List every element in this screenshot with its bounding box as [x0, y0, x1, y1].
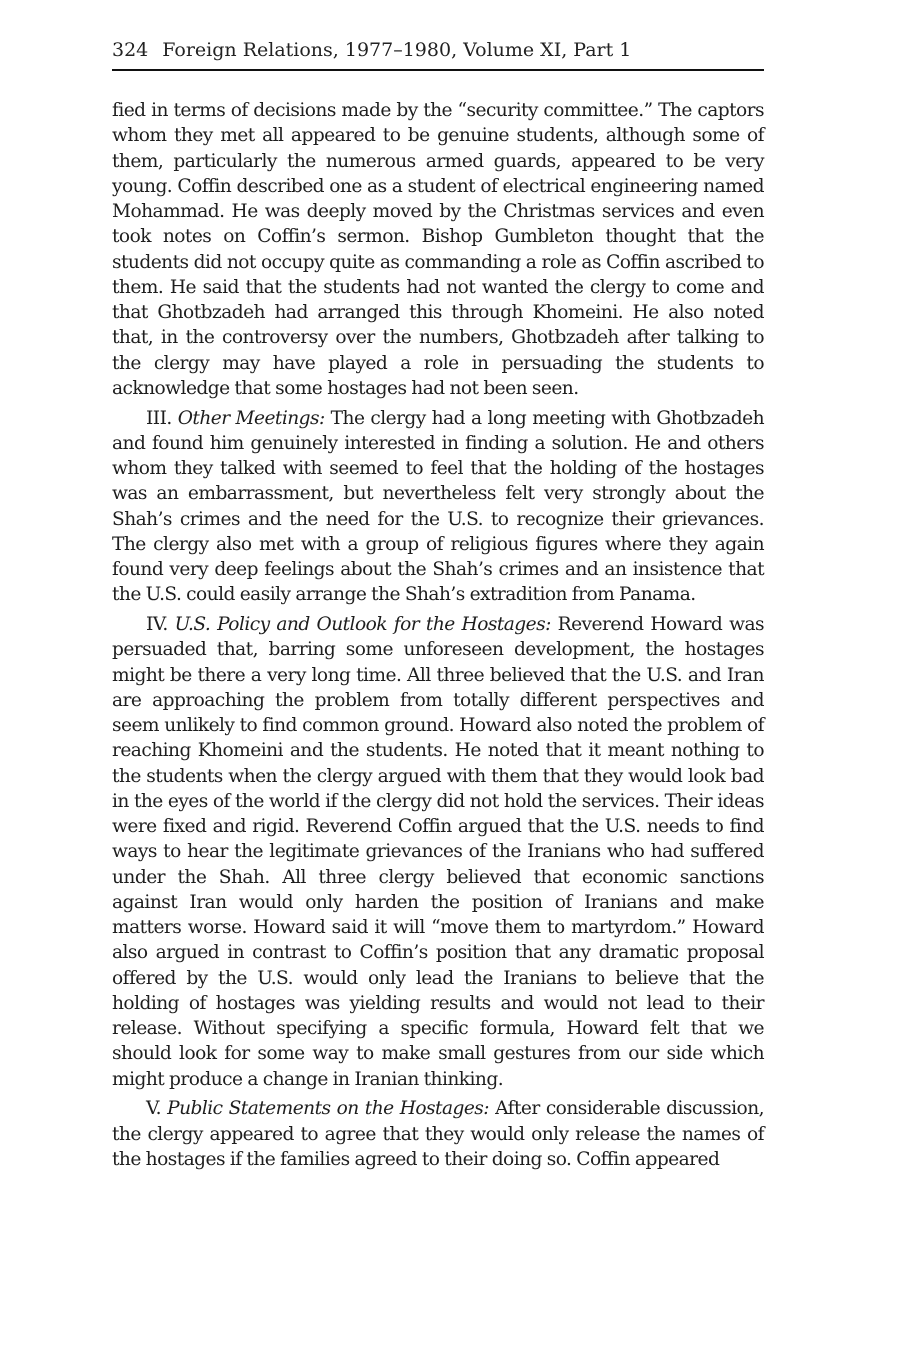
- section-numeral: III.: [146, 407, 178, 429]
- paragraph-other-meetings: [112, 406, 764, 608]
- section-heading: Other Meetings:: [177, 407, 325, 429]
- paragraph-continuation: [112, 98, 764, 401]
- paragraph-text: Reverend Howard was persuaded that, barring some unforeseen development, the hostages might be there a very long time. All three believed that the U.S. and Iran are approaching the problem from totally different perspectives and seem unlikely to find common ground. Howard also noted the problem of reaching Khomeini and the students. He noted that it meant nothing to the students when the clergy argued with them that they would look bad in the eyes of the world if the clergy did not hold the services. Their ideas were fixed and rigid. Reverend Coffin argued that the U.S. needs to find ways to hear the legitimate grievances of the Iranians who had suffered under the Shah. All three clergy believed that economic sanctions against Iran would only harden the position of Iranians and make matters worse. Howard said it will “move them to martyrdom.” Howard also argued in contrast to Coffin’s position that any dramatic proposal offered by the U.S. would only lead the Iranians to believe that the holding of hostages was yielding results and would not lead to their release. Without specifying a specific formula, Howard felt that we should look for some way to make small gestures from our side which might produce a change in Iranian thinking.: [112, 614, 764, 1090]
- paragraph-text: fied in terms of decisions made by the “security committee.” The captors whom they met all appeared to be genuine students, although some of them, particularly the numerous armed guards, appeared to be very young. Coffin described one as a student of electrical engineering named Mohammad. He was deeply moved by the Christmas services and even took notes on Coffin’s sermon. Bishop Gumbleton thought that the students did not occupy quite as commanding a role as Coffin ascribed to them. He said that the students had not wanted the clergy to come and that Ghotbzadeh had arranged this through Khomeini. He also noted that, in the controversy over the numbers, Ghotbzadeh after talking to the clergy may have played a role in persuading the students to acknowledge that some hostages had not been seen.: [112, 100, 764, 399]
- body-text: [112, 98, 764, 1177]
- running-title: Foreign Relations, 1977–1980, Volume XI, Part 1: [162, 39, 632, 61]
- paragraph-text: The clergy had a long meeting with Ghotbzadeh and found him genuinely interested in finding a solution. He and others whom they talked with seemed to feel that the holding of the hostages was an embarrassment, but nevertheless felt very strongly about the Shah’s crimes and the need for the U.S. to recognize their grievances. The clergy also met with a group of religious figures where they again found very deep feelings about the Shah’s crimes and an insistence that the U.S. could easily arrange the Shah’s extradition from Panama.: [112, 407, 765, 606]
- paragraph-text: After considerable discussion, the clergy appeared to agree that they would only release the names of the hostages if the families agreed to their doing so. Coffin appeared: [112, 1098, 764, 1170]
- section-numeral: V.: [146, 1098, 168, 1120]
- section-heading: Public Statements on the Hostages:: [167, 1098, 489, 1120]
- paragraph-public-statements: [112, 1096, 764, 1172]
- header-rule: [112, 69, 764, 71]
- paragraph-us-policy: [112, 612, 764, 1092]
- section-lead: [146, 1098, 489, 1119]
- section-lead: [146, 614, 551, 635]
- page-number: 324: [112, 39, 149, 61]
- section-lead: [146, 408, 325, 429]
- section-heading: U.S. Policy and Outlook for the Hostages:: [174, 614, 551, 635]
- section-numeral: IV.: [146, 614, 175, 635]
- running-head: [112, 36, 764, 68]
